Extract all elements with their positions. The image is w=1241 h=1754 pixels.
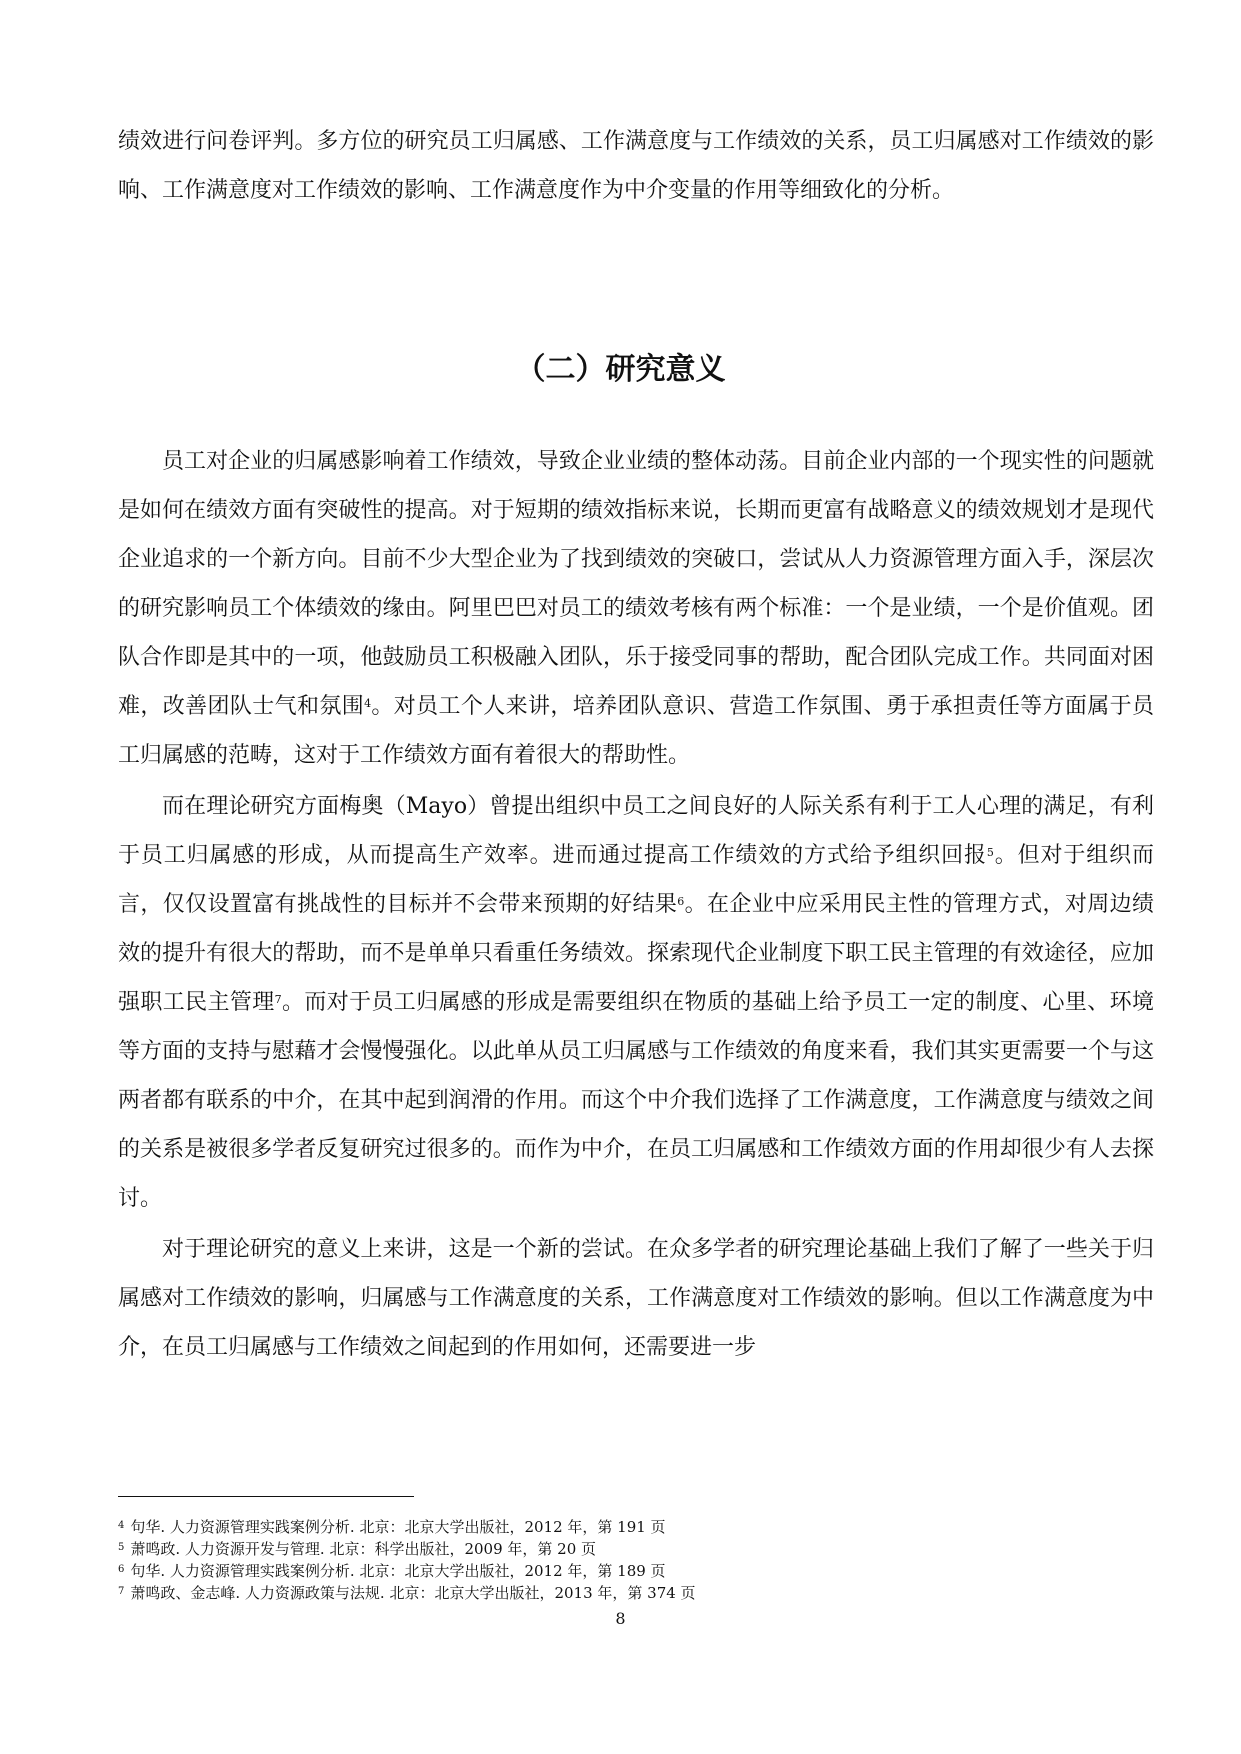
footnote-ref-6: 6 bbox=[677, 895, 685, 908]
footnote-item bbox=[118, 1538, 1118, 1560]
paragraph-3-text-a: 对于理论研究的意义上来讲，这是一个新的尝试。在众多学者的研究理论基础上我们了解了一些关于归属感对工作绩效的影响，归属感与工作满意度的关系，工作满意度对工作绩效的影响。但以工作满意度为中介，在员工归属感与工作绩效之间起到的作用如何，还需要进一步 bbox=[118, 1237, 1154, 1360]
paragraph-2-text-a: 而在理论研究方面梅奥（Mayo）曾提出组织中员工之间良好的人际关系有利于工人心理的满足，有利于员工归属感的形成，从而提高生产效率。进而通过提高工作绩效的方式给予组织回报 bbox=[118, 794, 1154, 868]
footnote-text: 句华. 人力资源管理实践案例分析. 北京：北京大学出版社，2012 年，第 189 页 bbox=[130, 1562, 666, 1580]
footnote-text: 句华. 人力资源管理实践案例分析. 北京：北京大学出版社，2012 年，第 191 页 bbox=[130, 1518, 666, 1536]
footnotes bbox=[118, 1516, 1118, 1604]
body-text bbox=[118, 437, 1154, 1374]
footnote-number: 4 bbox=[118, 1520, 125, 1531]
page-number: 8 bbox=[615, 1609, 626, 1628]
section-heading: （二）研究意义 bbox=[515, 352, 726, 387]
footnote-number: 7 bbox=[118, 1586, 125, 1597]
footnote-item bbox=[118, 1516, 1118, 1538]
footnote-number: 5 bbox=[118, 1542, 125, 1553]
paragraph-2-text-b: 。但对于组织而言，仅仅设置富有挑战性的目标并不会带来预期的好结果 bbox=[118, 843, 1154, 917]
footnote-ref-7: 7 bbox=[274, 993, 282, 1006]
footnote-text: 萧鸣政、金志峰. 人力资源政策与法规. 北京：北京大学出版社，2013 年，第 374 页 bbox=[130, 1584, 696, 1602]
paragraph-1-text-a: 员工对企业的归属感影响着工作绩效，导致企业业绩的整体动荡。目前企业内部的一个现实性的问题就是如何在绩效方面有突破性的提高。对于短期的绩效指标来说，长期而更富有战略意义的绩效规划才是现代企业追求的一个新方向。目前不少大型企业为了找到绩效的突破口，尝试从人力资源管理方面入手，深层次的研究影响员工个体绩效的缘由。阿里巴巴对员工的绩效考核有两个标准：一个是业绩，一个是价值观。团队合作即是其中的一项，他鼓励员工积极融入团队，乐于接受同事的帮助，配合团队完成工作。共同面对困难，改善团队士气和氛围 bbox=[118, 449, 1154, 719]
paragraph-2-text-d: 。而对于员工归属感的形成是需要组织在物质的基础上给予员工一定的制度、心里、环境等方面的支持与慰藉才会慢慢强化。以此单从员工归属感与工作绩效的角度来看，我们其实更需要一个与这两者都有联系的中介，在其中起到润滑的作用。而这个中介我们选择了工作满意度，工作满意度与绩效之间的关系是被很多学者反复研究过很多的。而作为中介，在员工归属感和工作绩效方面的作用却很少有人去探讨。 bbox=[118, 990, 1154, 1211]
footnote-number: 6 bbox=[118, 1564, 125, 1575]
footnote-separator bbox=[118, 1496, 414, 1497]
paragraph-1-text-b: 。对员工个人来讲，培养团队意识、营造工作氛围、勇于承担责任等方面属于员工归属感的范畴，这对于工作绩效方面有着很大的帮助性。 bbox=[118, 694, 1154, 768]
paragraph-2 bbox=[118, 782, 1154, 1223]
footnote-text: 萧鸣政. 人力资源开发与管理. 北京：科学出版社，2009 年，第 20 页 bbox=[130, 1540, 597, 1558]
paragraph-1 bbox=[118, 437, 1154, 780]
paragraph-2-text-c: 。在企业中应采用民主性的管理方式，对周边绩效的提升有很大的帮助，而不是单单只看重任务绩效。探索现代企业制度下职工民主管理的有效途径，应加强职工民主管理 bbox=[118, 892, 1154, 1015]
footnote-item bbox=[118, 1582, 1118, 1604]
paragraph-3 bbox=[118, 1225, 1154, 1372]
footnote-item bbox=[118, 1560, 1118, 1582]
footnote-ref-5: 5 bbox=[986, 846, 994, 859]
footnote-ref-4: 4 bbox=[364, 697, 372, 710]
continuation-paragraph: 绩效进行问卷评判。多方位的研究员工归属感、工作满意度与工作绩效的关系，员工归属感对工作绩效的影响、工作满意度对工作绩效的影响、工作满意度作为中介变量的作用等细致化的分析。 bbox=[118, 129, 1154, 203]
